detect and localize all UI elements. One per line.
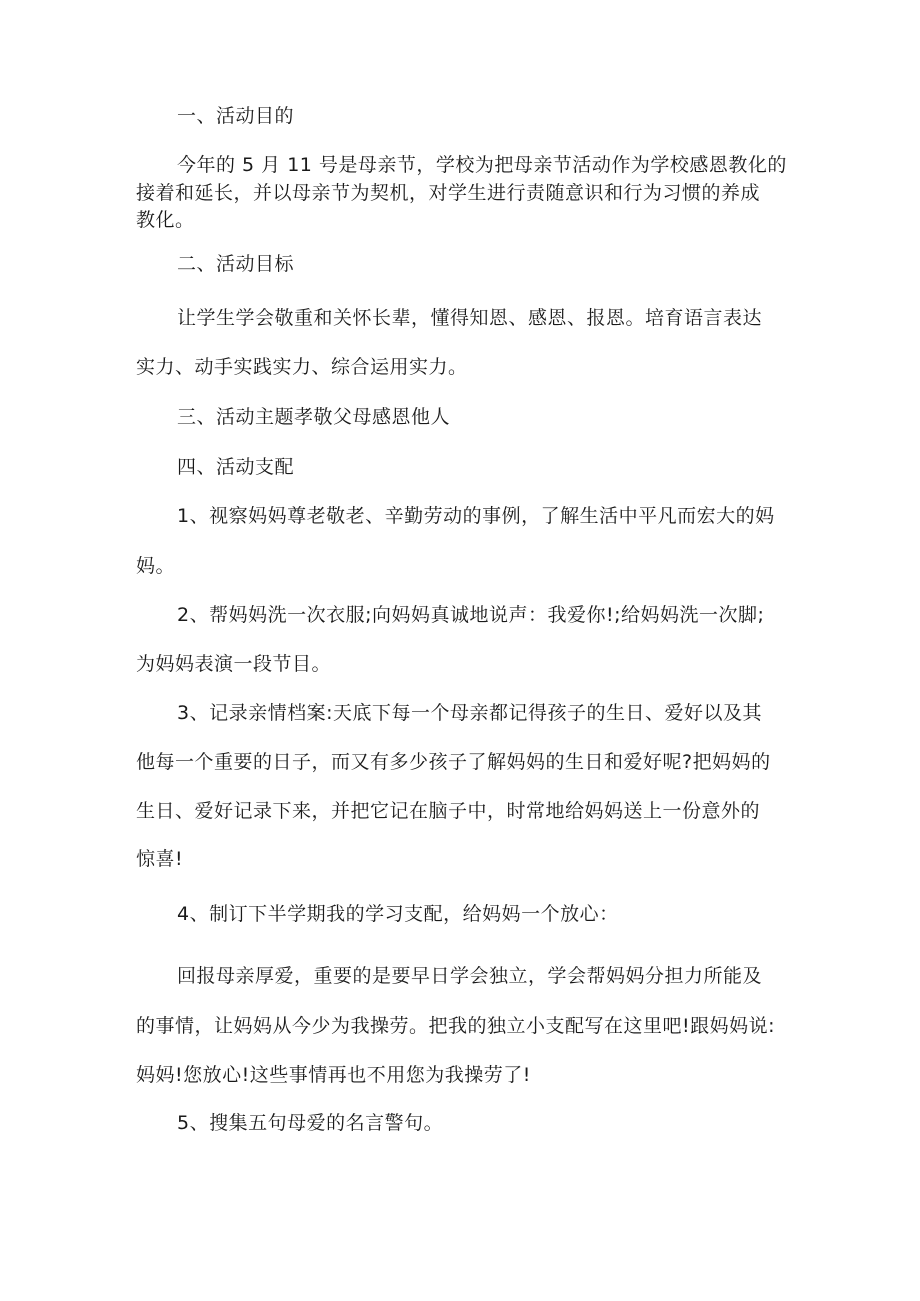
list-item: 3、记录亲情档案:天底下每一个母亲都记得孩子的生日、爱好以及其 [177, 702, 762, 724]
section-heading-theme: 三、活动主题孝敬父母感恩他人 [177, 406, 451, 428]
paragraph-line: 回报母亲厚爱，重要的是要早日学会独立，学会帮妈妈分担力所能及 [177, 965, 763, 987]
list-item: 1、视察妈妈尊老敬老、辛勤劳动的事例，了解生活中平凡而宏大的妈 [177, 505, 775, 527]
list-item: 为妈妈表演一段节目。 [136, 653, 332, 675]
list-item: 惊喜! [136, 848, 184, 870]
list-item: 5、搜集五句母爱的名言警句。 [177, 1112, 444, 1134]
paragraph-line: 妈妈!您放心!这些事情再也不用您为我操劳了! [136, 1064, 531, 1086]
paragraph-line: 今年的 5 月 11 号是母亲节，学校为把母亲节活动作为学校感恩教化的 [177, 154, 787, 176]
section-heading-goal: 二、活动目标 [177, 253, 295, 275]
paragraph-line: 的事情，让妈妈从今少为我操劳。把我的独立小支配写在这里吧!跟妈妈说: [136, 1015, 776, 1037]
paragraph-line: 让学生学会敬重和关怀长辈，懂得知恩、感恩、报恩。培育语言表达 [177, 307, 763, 329]
list-item: 生日、爱好记录下来，并把它记在脑子中，时常地给妈妈送上一份意外的 [136, 800, 761, 822]
list-item: 妈。 [136, 555, 176, 577]
paragraph-line: 教化。 [136, 209, 195, 231]
list-item: 4、制订下半学期我的学习支配，给妈妈一个放心： [177, 903, 619, 925]
section-heading-purpose: 一、活动目的 [177, 105, 295, 127]
paragraph-line: 接着和延长，并以母亲节为契机，对学生进行责随意识和行为习惯的养成 [136, 182, 761, 204]
list-item: 2、帮妈妈洗一次衣服;向妈妈真诚地说声：我爱你!;给妈妈洗一次脚; [177, 604, 765, 626]
section-heading-arrangement: 四、活动支配 [177, 456, 295, 478]
paragraph-line: 实力、动手实践实力、综合运用实力。 [136, 356, 468, 378]
list-item: 他每一个重要的日子，而又有多少孩子了解妈妈的生日和爱好呢?把妈妈的 [136, 751, 771, 773]
